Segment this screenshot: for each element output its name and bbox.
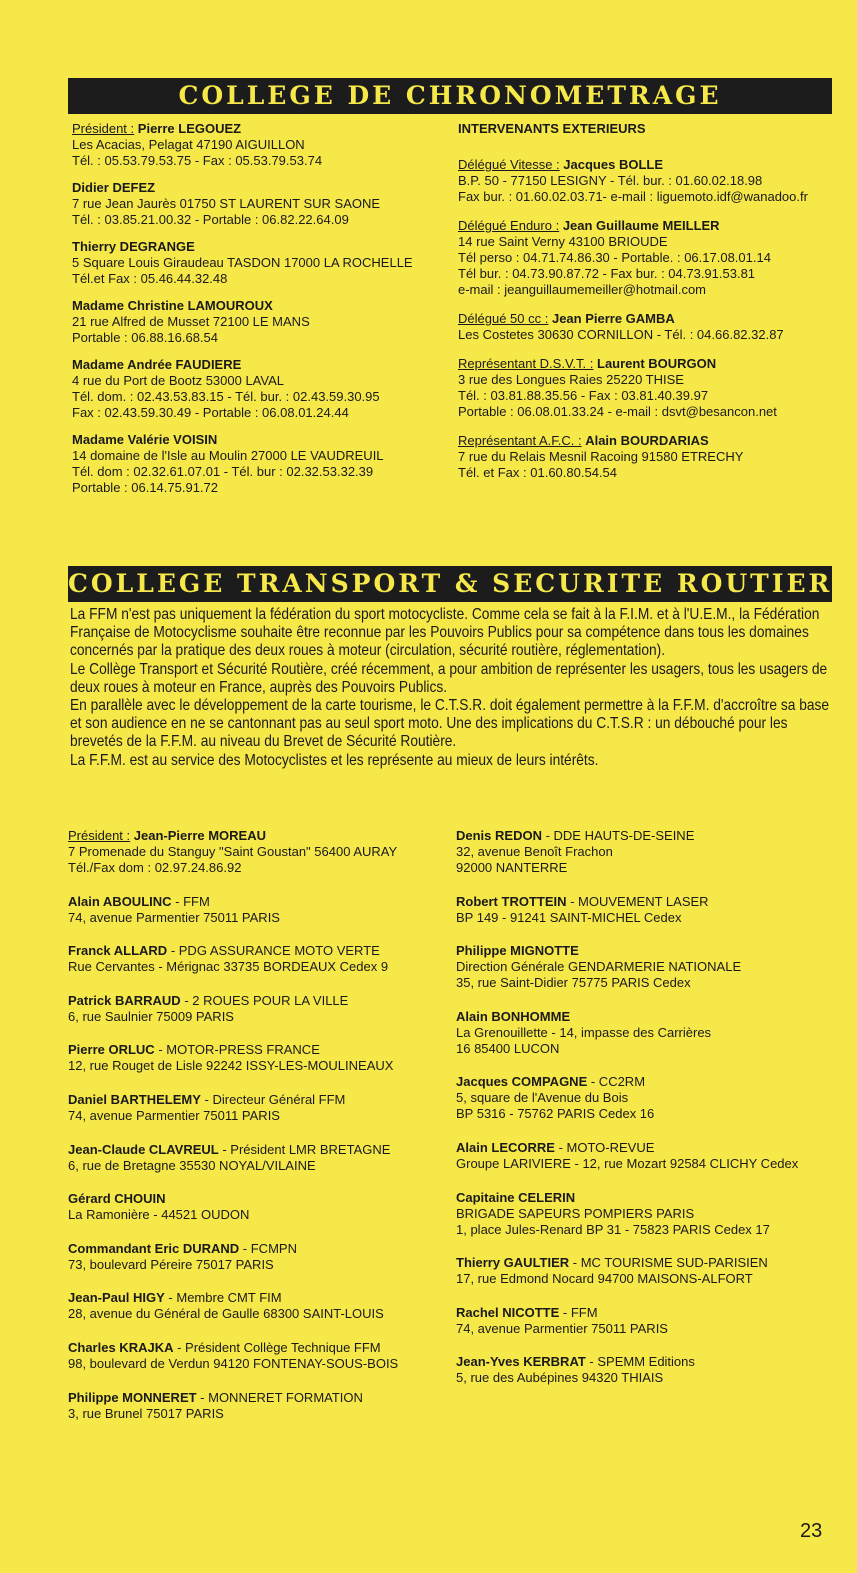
contact-detail-line: Direction Générale GENDARMERIE NATIONALE	[456, 959, 742, 975]
contact-detail-line: Les Acacias, Pelagat 47190 AIGUILLON	[72, 137, 305, 152]
contact-heading	[456, 894, 798, 910]
contact-heading	[72, 298, 413, 314]
contact-detail-line: 16 85400 LUCON	[456, 1040, 560, 1056]
contact-entry	[72, 180, 413, 228]
contact-detail-line: 28, avenue du Général de Gaulle 68300 SAINT-LOUIS	[68, 1306, 384, 1322]
contact-heading	[456, 1255, 798, 1271]
contact-heading	[68, 1390, 398, 1406]
contact-entry	[68, 943, 398, 975]
contact-detail-line: Portable : 06.14.75.91.72	[72, 480, 219, 495]
contact-affiliation: - Président Collège Technique FFM	[173, 1339, 381, 1355]
contact-entry	[456, 1009, 798, 1057]
contact-detail-line: Tél./Fax dom : 02.97.24.86.92	[68, 860, 242, 875]
contact-name: Madame Valérie VOISIN	[72, 432, 218, 447]
contact-heading	[68, 1042, 398, 1058]
contact-heading	[68, 1092, 398, 1108]
external-speakers-heading: INTERVENANTS EXTERIEURS	[458, 121, 646, 136]
contact-detail-line: 7 rue du Relais Mesnil Racoing 91580 ETRECHY	[458, 449, 744, 464]
contact-detail-line: 4 rue du Port de Bootz 53000 LAVAL	[72, 373, 284, 388]
contact-heading	[72, 357, 413, 373]
page-number: 23	[800, 1520, 823, 1542]
contact-affiliation: - MONNERET FORMATION	[196, 1389, 363, 1405]
contact-entry	[458, 311, 808, 343]
contact-name: Didier DEFEZ	[72, 180, 156, 195]
contact-role: Délégué Vitesse :	[458, 157, 560, 172]
contact-heading	[458, 356, 808, 372]
contact-detail-line: BP 5316 - 75762 PARIS Cedex 16	[456, 1106, 655, 1122]
contact-detail-line: BRIGADE SAPEURS POMPIERS PARIS	[456, 1205, 695, 1221]
contact-detail-line: Portable : 06.88.16.68.54	[72, 330, 219, 345]
contact-name: Franck ALLARD	[68, 943, 168, 959]
contact-entry	[458, 218, 808, 298]
contact-role: Représentant A.F.C. :	[458, 433, 582, 448]
contact-detail-line: Tél perso : 04.71.74.86.30 - Portable. : 06.17.08.01.14	[458, 250, 771, 265]
contact-name: Alain BOURDARIAS	[585, 433, 709, 448]
contact-heading	[458, 311, 808, 327]
chronometrage-members-column	[72, 121, 413, 496]
contact-entry	[68, 894, 398, 926]
contact-detail-line: 14 rue Saint Verny 43100 BRIOUDE	[458, 234, 668, 249]
contact-name: Denis REDON	[456, 828, 542, 843]
contact-name: Jean-Pierre MOREAU	[133, 828, 266, 843]
contact-heading	[456, 1190, 798, 1206]
contact-affiliation: - SPEMM Editions	[585, 1354, 695, 1370]
contact-entry	[72, 121, 413, 169]
contact-heading	[68, 1241, 398, 1257]
contact-entry	[72, 239, 413, 287]
contact-detail-line: 98, boulevard de Verdun 94120 FONTENAY-SOUS-BOIS	[68, 1355, 399, 1371]
contact-affiliation: - FFM	[559, 1304, 598, 1320]
transport-members-right-column	[456, 828, 798, 1386]
contact-detail-line: e-mail : jeanguillaumemeiller@hotmail.com	[458, 282, 707, 297]
contact-detail-line: 14 domaine de l'Isle au Moulin 27000 LE VAUDREUIL	[72, 448, 384, 463]
contact-detail-line: BP 149 - 91241 SAINT-MICHEL Cedex	[456, 909, 682, 925]
contact-name: Alain BONHOMME	[456, 1008, 571, 1024]
contact-detail-line: Tél.et Fax : 05.46.44.32.48	[72, 271, 228, 286]
contact-detail-line: 5 Square Louis Giraudeau TASDON 17000 LA ROCHELLE	[72, 255, 413, 270]
contact-heading	[68, 1142, 398, 1158]
contact-detail-line: 3 rue des Longues Raies 25220 THISE	[458, 372, 684, 387]
contact-role: Délégué Enduro :	[458, 218, 560, 233]
contact-entry	[456, 1305, 798, 1337]
contact-detail-line: 74, avenue Parmentier 75011 PARIS	[68, 1107, 280, 1123]
contact-heading	[456, 1305, 798, 1321]
contact-detail-line: 73, boulevard Péreire 75017 PARIS	[68, 1256, 274, 1272]
contact-detail-line: 6, rue Saulnier 75009 PARIS	[68, 1008, 234, 1024]
contact-entry	[68, 1092, 398, 1124]
contact-affiliation: - DDE HAUTS-DE-SEINE	[541, 828, 695, 843]
contact-entry	[68, 1340, 398, 1372]
contact-heading	[68, 1290, 398, 1306]
contact-name: Philippe MONNERET	[68, 1389, 197, 1405]
contact-detail-line: 32, avenue Benoît Frachon	[456, 844, 613, 859]
contact-name: Jean-Yves KERBRAT	[456, 1354, 586, 1370]
contact-heading	[72, 239, 413, 255]
contact-heading	[456, 1009, 798, 1025]
contact-name: Jacques COMPAGNE	[456, 1074, 588, 1090]
contact-entry	[68, 993, 398, 1025]
contact-name: Capitaine CELERIN	[456, 1189, 576, 1205]
contact-entry	[68, 1241, 398, 1273]
contact-name: Patrick BARRAUD	[68, 992, 181, 1008]
contact-entry	[72, 357, 413, 421]
contact-detail-line: La Grenouillette - 14, impasse des Carrières	[456, 1024, 712, 1040]
contact-heading	[458, 218, 808, 234]
contact-detail-line: Tél. : 05.53.79.53.75 - Fax : 05.53.79.53.74	[72, 153, 323, 168]
contact-detail-line: Tél. dom : 02.32.61.07.01 - Tél. bur : 02.32.53.32.39	[72, 464, 374, 479]
contact-heading	[72, 121, 413, 137]
contact-entry	[456, 1140, 798, 1172]
contact-detail-line: Rue Cervantes - Mérignac 33735 BORDEAUX Cedex 9	[68, 959, 389, 975]
contact-affiliation: - Président LMR BRETAGNE	[218, 1141, 391, 1157]
contact-heading	[68, 1191, 398, 1207]
contact-name: Thierry GAULTIER	[456, 1255, 570, 1271]
contact-heading	[456, 943, 798, 959]
contact-heading	[68, 894, 398, 910]
contact-detail-line: Tél. : 03.81.88.35.56 - Fax : 03.81.40.39.97	[458, 388, 709, 403]
contact-entry	[68, 828, 398, 876]
contact-heading	[456, 828, 798, 844]
contact-detail-line: 92000 NANTERRE	[456, 860, 568, 875]
contact-name: Jean Guillaume MEILLER	[562, 218, 720, 233]
contact-entry	[458, 356, 808, 420]
contact-detail-line: 35, rue Saint-Didier 75775 PARIS Cedex	[456, 975, 691, 991]
contact-affiliation: - Directeur Général FFM	[200, 1091, 346, 1107]
contact-heading	[68, 828, 398, 844]
contact-affiliation: - FFM	[171, 893, 210, 909]
contact-entry	[456, 1074, 798, 1122]
contact-affiliation: - 2 ROUES POUR LA VILLE	[180, 992, 349, 1008]
contact-detail-line: 12, rue Rouget de Lisle 92242 ISSY-LES-MOULINEAUX	[68, 1058, 394, 1074]
contact-name: Jean-Claude CLAVREUL	[68, 1141, 219, 1157]
contact-detail-line: 3, rue Brunel 75017 PARIS	[68, 1405, 224, 1421]
contact-heading	[68, 1340, 398, 1356]
contact-detail-line: Tél bur. : 04.73.90.87.72 - Fax bur. : 04.73.91.53.81	[458, 266, 756, 281]
contact-affiliation: - FCMPN	[239, 1240, 297, 1256]
contact-entry	[456, 1354, 798, 1386]
contact-detail-line: 74, avenue Parmentier 75011 PARIS	[68, 909, 280, 925]
intro-paragraph: La F.F.M. est au service des Motocyclistes et les représente au mieux de leurs intérêts.	[70, 751, 599, 769]
contact-heading	[72, 180, 413, 196]
contact-name: Pierre LEGOUEZ	[137, 121, 242, 136]
contact-heading	[456, 1074, 798, 1090]
contact-name: Robert TROTTEIN	[456, 893, 567, 909]
contact-entry	[456, 1255, 798, 1287]
intro-paragraph: Le Collège Transport et Sécurité Routière, créé récemment, a pour ambition de représenter les usagers, tous les usagers de deux roues à moteur en France, auprès des Pouvoirs Publics.	[70, 660, 828, 696]
contact-entry	[456, 1190, 798, 1238]
contact-detail-line: 74, avenue Parmentier 75011 PARIS	[456, 1320, 668, 1336]
transport-intro-text	[70, 606, 840, 770]
contact-detail-line: La Ramonière - 44521 OUDON	[68, 1207, 250, 1223]
contact-detail-line: Fax : 02.43.59.30.49 - Portable : 06.08.01.24.44	[72, 405, 349, 420]
contact-detail-line: B.P. 50 - 77150 LESIGNY - Tél. bur. : 01.60.02.18.98	[458, 173, 763, 188]
transport-members-left-column	[68, 828, 398, 1422]
contact-entry	[458, 157, 808, 205]
contact-detail-line: Tél. et Fax : 01.60.80.54.54	[458, 465, 617, 480]
contact-detail-line: 5, square de l'Avenue du Bois	[456, 1090, 629, 1106]
intro-paragraph: En parallèle avec le développement de la carte tourisme, le C.T.S.R. doit également permettre à la F.F.M. d'accroître sa base et son audience en ne se cantonnant pas au seul sport moto. Une des implications du C.T.S.R : un débouché pour les brevetés de la F.F.M. au niveau du Brevet de Sécurité Routière.	[70, 697, 830, 751]
contact-detail-line: 1, place Jules-Renard BP 31 - 75823 PARIS Cedex 17	[456, 1221, 770, 1237]
contact-heading	[458, 433, 808, 449]
contact-name: Daniel BARTHELEMY	[68, 1091, 201, 1107]
contact-name: Charles KRAJKA	[68, 1339, 174, 1355]
contact-affiliation: - CC2RM	[587, 1074, 646, 1090]
contact-entry	[68, 1142, 398, 1174]
contact-entry	[68, 1042, 398, 1074]
contact-affiliation: - MOTO-REVUE	[554, 1139, 655, 1155]
contact-name: Madame Andrée FAUDIERE	[72, 357, 242, 372]
contact-entry	[68, 1290, 398, 1322]
contact-detail-line: Portable : 06.08.01.33.24 - e-mail : dsvt@besancon.net	[458, 404, 777, 419]
intro-paragraph: La FFM n'est pas uniquement la fédération du sport motocycliste. Comme cela se fait à la F.I.M. et à l'U.E.M., la Fédération Française de Motocyclisme souhaite être reconnue par les Pouvoirs Publics pour sa compétence dans tous les domaines concernés par la pratique des deux roues à moteur (circulation, sécurité routière, réglementation).	[70, 606, 820, 660]
contact-detail-line: Tél. : 03.85.21.00.32 - Portable : 06.82.22.64.09	[72, 212, 349, 227]
contact-name: Jacques BOLLE	[563, 157, 663, 172]
contact-heading	[72, 432, 413, 448]
contact-name: Laurent BOURGON	[597, 356, 717, 371]
contact-role: Président :	[68, 828, 131, 843]
contact-detail-line: Fax bur. : 01.60.02.03.71- e-mail : liguemoto.idf@wanadoo.fr	[458, 189, 808, 204]
contact-detail-line: Les Costetes 30630 CORNILLON - Tél. : 04.66.82.32.87	[458, 327, 784, 342]
contact-name: Alain ABOULINC	[68, 893, 172, 909]
contact-name: Alain LECORRE	[456, 1139, 555, 1155]
external-speakers-column	[458, 121, 808, 481]
contact-name: Thierry DEGRANGE	[72, 239, 195, 254]
contact-heading	[68, 943, 398, 959]
contact-heading	[458, 157, 808, 173]
contact-name: Pierre ORLUC	[68, 1042, 155, 1058]
contact-affiliation: - MOTOR-PRESS FRANCE	[154, 1042, 320, 1058]
contact-entry	[68, 1191, 398, 1223]
contact-name: Madame Christine LAMOUROUX	[72, 298, 273, 313]
contact-entry	[456, 894, 798, 926]
contact-detail-line: Groupe LARIVIERE - 12, rue Mozart 92584 CLICHY Cedex	[456, 1155, 799, 1171]
contact-detail-line: 5, rue des Aubépines 94320 THIAIS	[456, 1370, 664, 1386]
contact-role: Représentant D.S.V.T. :	[458, 356, 594, 371]
section-banner-transport-securite: COLLEGE TRANSPORT & SECURITE ROUTIERE	[68, 566, 832, 602]
contact-name: Philippe MIGNOTTE	[456, 943, 579, 959]
contact-affiliation: - Membre CMT FIM	[164, 1290, 282, 1306]
contact-detail-line: Tél. dom. : 02.43.53.83.15 - Tél. bur. : 02.43.59.30.95	[72, 389, 380, 404]
contact-name: Jean-Paul HIGY	[68, 1290, 165, 1306]
contact-role: Délégué 50 cc :	[458, 311, 549, 326]
contact-name: Commandant Eric DURAND	[68, 1240, 240, 1256]
contact-entry	[72, 432, 413, 496]
contact-detail-line: 21 rue Alfred de Musset 72100 LE MANS	[72, 314, 310, 329]
contact-entry	[458, 433, 808, 481]
contact-entry	[72, 298, 413, 346]
contact-name: Rachel NICOTTE	[456, 1304, 560, 1320]
contact-entry	[456, 828, 798, 876]
contact-entry	[456, 943, 798, 991]
contact-detail-line: 7 rue Jean Jaurès 01750 ST LAURENT SUR SAONE	[72, 196, 381, 211]
contact-entry	[68, 1390, 398, 1422]
contact-name: Jean Pierre GAMBA	[551, 311, 675, 326]
contact-name: Gérard CHOUIN	[68, 1191, 166, 1207]
contact-affiliation: - PDG ASSURANCE MOTO VERTE	[167, 943, 380, 959]
contact-heading	[456, 1354, 798, 1370]
contact-detail-line: 7 Promenade du Stanguy "Saint Goustan" 56400 AURAY	[68, 844, 398, 859]
contact-detail-line: 17, rue Edmond Nocard 94700 MAISONS-ALFORT	[456, 1271, 753, 1287]
contact-heading	[68, 993, 398, 1009]
section-banner-chronometrage: COLLEGE DE CHRONOMETRAGE	[68, 78, 832, 114]
contact-detail-line: 6, rue de Bretagne 35530 NOYAL/VILAINE	[68, 1157, 316, 1173]
contact-role: Président :	[72, 121, 135, 136]
contact-affiliation: - MC TOURISME SUD-PARISIEN	[569, 1255, 768, 1271]
contact-heading	[456, 1140, 798, 1156]
contact-affiliation: - MOUVEMENT LASER	[566, 893, 709, 909]
